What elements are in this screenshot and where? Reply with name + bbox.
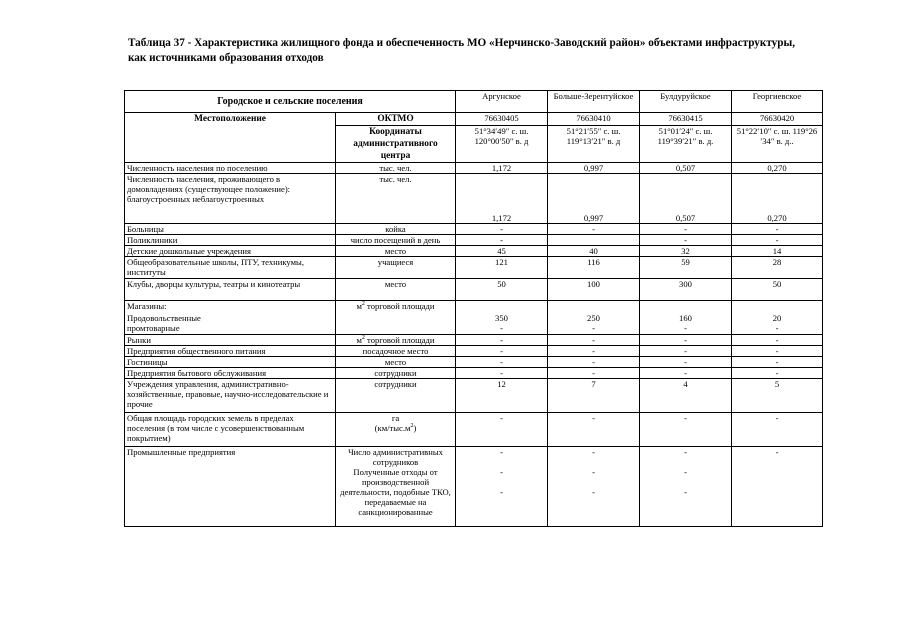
cell-value: - [456,413,548,447]
row-label: Численность населения, проживающего в домовладениях (существующее положение): благоустроенных неблагоустроенных [125,174,336,224]
row-label: Общая площадь городских земель в пределах поселения (в том числе с усовершенствованным покрытием) [125,413,336,447]
table-row [125,368,823,379]
value-line: - [684,487,687,497]
cell-value: - [640,224,732,235]
row-label [125,301,336,335]
cell-value: 1,172 [456,174,548,224]
cell-value: - [548,357,640,368]
cell-value: - [640,235,732,246]
oktmo-code: 76630410 [548,113,640,126]
row-unit: тыс. чел. [336,163,456,174]
value-line: - [775,447,779,457]
cell-value: - [548,346,640,357]
settlement-name: Булдуруйское [640,91,732,113]
table-title: Таблица 37 - Характеристика жилищного фонда и обеспеченность МО «Нерчинско-Заводский район» объектами инфраструктуры, как источниками образования отходов [128,37,796,64]
shops-label: Магазины: [127,301,167,311]
unit-superscript: 2 [361,335,365,342]
table-row [125,379,823,413]
table-row [125,335,823,346]
cell-value: 0,270 [732,163,823,174]
cell-value: - [732,357,823,368]
unit-rest: торговой площади [364,335,435,345]
location-header: Местоположение [125,113,336,163]
cell-value: 50 [732,279,823,301]
row-label: Гостиницы [125,357,336,368]
row-label: Промышленные предприятия [125,447,336,527]
value-line: - [500,487,503,497]
cell-value: 7 [548,379,640,413]
table-row [125,224,823,235]
oktmo-code: 76630405 [456,113,548,126]
table-row [125,257,823,279]
table-row [125,447,823,527]
row-label: Предприятия общественного питания [125,346,336,357]
row-label: Предприятия бытового обслуживания [125,368,336,379]
row-label: Численность населения по поселению [125,163,336,174]
cell-value: 5 [732,379,823,413]
value-line: - [684,447,687,457]
row-unit [336,335,456,346]
cell-value: 45 [456,246,548,257]
value-line: - [592,447,595,457]
cell-value: - [732,335,823,346]
cell-value: - [548,335,640,346]
cell-value: 0,997 [548,174,640,224]
oktmo-code: 76630415 [640,113,732,126]
table-row [125,235,823,246]
value-food: 250 [587,313,600,323]
cell-value [456,447,548,527]
cell-value: 300 [640,279,732,301]
row-unit: посадочное место [336,346,456,357]
cell-value: - [548,413,640,447]
header-row-oktmo [125,113,823,126]
cell-value: - [456,235,548,246]
cell-value: 12 [456,379,548,413]
cell-value: 0,997 [548,163,640,174]
value-line: - [592,467,595,477]
value-goods: - [775,323,779,333]
cell-value: 59 [640,257,732,279]
cell-value: 121 [456,257,548,279]
table-row [125,346,823,357]
cell-value [732,301,823,335]
cell-value: 4 [640,379,732,413]
unit-waste: Полученные отходы от производственной деятельности, подобные ТКО, передаваемые на санкционированные [340,467,451,517]
cell-value: 100 [548,279,640,301]
unit-text: (км/тыс.м [374,423,411,433]
row-unit: тыс. чел. [336,174,456,224]
row-unit [336,447,456,527]
coords-value: 51°21′55″ с. ш. 119°13′21″ в. д [548,126,640,163]
cell-value: 50 [456,279,548,301]
row-unit: сотрудники [336,368,456,379]
cell-value: - [640,357,732,368]
cell-value: 0,507 [640,174,732,224]
cell-value: - [640,346,732,357]
table-row [125,246,823,257]
table-row [125,357,823,368]
settlement-name: Георгиевское [732,91,823,113]
shops-goods-label: промтоварные [127,323,180,333]
header-row-settlements [125,91,823,113]
unit-rest: торговой площади [364,301,435,311]
row-label: Больницы [125,224,336,235]
value-food: 350 [495,313,508,323]
cell-value: 0,507 [640,163,732,174]
row-unit: учащиеся [336,257,456,279]
coords-value: 51°34′49″ с. ш. 120°00′50″ в. д [456,126,548,163]
cell-value [548,447,640,527]
unit-line-1: га [391,413,400,423]
cell-value: 116 [548,257,640,279]
cell-value: - [456,368,548,379]
value-food: 160 [679,313,692,323]
cell-value [640,447,732,527]
row-label: Клубы, дворцы культуры, театры и кинотеатры [125,279,336,301]
row-label: Детские дошкольные учреждения [125,246,336,257]
cell-value: - [456,357,548,368]
cell-value: 14 [732,246,823,257]
unit-text: м [356,301,362,311]
unit-line-2 [338,423,453,433]
oktmo-header: ОКТМО [336,113,456,126]
row-label: Учреждения управления, административно-хозяйственные, правовые, научно-исследовательские и прочие [125,379,336,413]
value-goods: - [684,323,687,333]
cell-value [548,301,640,335]
unit-superscript: 2 [410,423,414,430]
coords-value: 51°01′24″ с. ш. 119°39′21″ в. д. [640,126,732,163]
coords-header: Координаты административного центра [336,126,456,163]
unit-text: м [356,335,362,345]
settlement-name: Больше-Зерентуйское [548,91,640,113]
shops-food-label: Продовольственные [127,313,201,323]
row-unit: сотрудники [336,379,456,413]
cell-value: - [548,368,640,379]
row-unit: число посещений в день [336,235,456,246]
cell-value: - [732,224,823,235]
cell-value: - [640,335,732,346]
value-goods: - [500,323,503,333]
cell-value [640,301,732,335]
table-row [125,279,823,301]
coords-value: 51°22′10″ с. ш. 119°26 ′34″ в. д.. [732,126,823,163]
value-line: - [684,467,687,477]
cell-value: 1,172 [456,163,548,174]
value-goods: - [592,323,595,333]
cell-value: - [640,413,732,447]
table-row [125,174,823,224]
row-unit: место [336,246,456,257]
row-label: Общеобразовательные школы, ПТУ, техникумы, институты [125,257,336,279]
row-unit: место [336,357,456,368]
unit-admin-staff: Число административных сотрудников [348,447,443,467]
value-line: - [500,447,503,457]
row-label: Поликлиники [125,235,336,246]
table-row [125,163,823,174]
settlement-name: Аргунское [456,91,548,113]
cell-value: 28 [732,257,823,279]
table-row [125,413,823,447]
cell-value: - [456,335,548,346]
row-unit: место [336,279,456,301]
cell-value: - [732,346,823,357]
value-food: 20 [772,313,782,323]
cell-value: - [548,224,640,235]
cell-value [456,301,548,335]
cell-value: - [732,413,823,447]
housing-infrastructure-table [124,90,823,527]
cell-value: 0,270 [732,174,823,224]
cell-value: - [456,224,548,235]
cell-value: 32 [640,246,732,257]
unit-superscript: 2 [361,301,365,308]
value-line: - [500,467,503,477]
cell-value [548,235,640,246]
row-unit: койка [336,224,456,235]
settlements-header: Городское и сельские поселения [125,91,456,113]
row-label: Рынки [125,335,336,346]
cell-value: 40 [548,246,640,257]
oktmo-code: 76630420 [732,113,823,126]
cell-value: - [456,346,548,357]
row-unit [336,301,456,335]
table-row [125,301,823,335]
cell-value [732,447,823,527]
value-line: - [592,487,595,497]
unit-close: ) [413,423,417,433]
cell-value: - [732,368,823,379]
cell-value: - [640,368,732,379]
cell-value: - [732,235,823,246]
row-unit [336,413,456,447]
